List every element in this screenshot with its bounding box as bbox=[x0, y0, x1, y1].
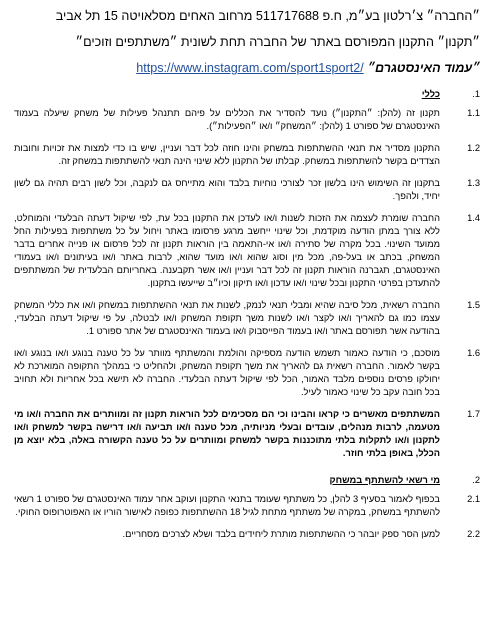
header-company-line: ״החברה״ צ׳רלטון בע״מ, ח.פ 511717688 מרחוב האחים מסלאויטה 15 תל אביב bbox=[55, 9, 480, 23]
clause-number: 1.1 bbox=[467, 108, 480, 118]
clause-text: בתקנון זה השימוש הינו בלשון זכר לצורכי נוחיות בלבד והוא מתייחס גם לנקבה, וכל לשון רבים תהיה גם לשון יחיד, ולהפך. bbox=[14, 178, 440, 201]
header-instagram-url[interactable]: https://www.instagram.com/sport1sport2/ bbox=[136, 61, 364, 75]
section-title bbox=[14, 88, 440, 101]
document-body bbox=[14, 88, 480, 541]
section-heading bbox=[14, 88, 480, 101]
clause bbox=[14, 299, 480, 338]
clause bbox=[14, 107, 480, 133]
clause-text: התקנון מסדיר את תנאי ההשתתפות במשחק והינו חוזה לכל דבר ועניין, שיש בו כדי למצות את זכויות וחובות הצדדים בקשר להשתתפות במשחק. קבלתו של התקנון ללא שינוי הינה תנאי להשתתפות במשחק זה. bbox=[14, 143, 440, 166]
section-number: 1. bbox=[472, 89, 480, 99]
clause bbox=[14, 177, 480, 203]
section-title-text: מי רשאי להשתתף במשחק bbox=[329, 475, 440, 485]
clause-number: 2.2 bbox=[467, 529, 480, 539]
clause bbox=[14, 408, 480, 460]
clause bbox=[14, 347, 480, 399]
section-title bbox=[14, 474, 440, 487]
clause-number: 1.6 bbox=[467, 348, 480, 358]
clause-text: החברה שומרת לעצמה את הזכות לשנות ו/או לעדכן את התקנון בכל עת, לפי שיקול דעתה הבלעדי והמוחלט, ללא צורך במתן הודעה מוקדמת, וכל שינוי ייחשב מרגע פרסומו באתר ויחול על כל משתתפות בפעילות החל ממועד השינוי. בכל מקרה של סתירה ו/או אי-התאמה בין הוראות תקנון זה לכל פרסום או פנייה אחרים בדבר המשחק, בכתב או בעל-פה, מכל מין וסוג שהוא ו/או מועד שהוא, לרבות באתר ו/או בעיתונים ו/או בעמודי האינסטגרם, תגברנה הוראות תקנון זה לכל דבר ועניין ו/או אשר תקבענה. באחריותם הבלעדית של המשתתפים להתעדכן בפרטי התקנון ובכל שינוי ו/או עדכון ו/או תיקון וכיו״ב שייעשו בתקנון. bbox=[14, 213, 440, 288]
clause bbox=[14, 212, 480, 290]
clause-text: החברה רשאית, מכל סיבה שהיא ומבלי תנאי לנמק, לשנות את תנאי ההשתתפות במשחק ו/או את כללי המשחק עצמו כמו גם להאריך ו/או לקצר ו/או לשנות משך תקופת המשחק ו/או לבטלה, על פי שיקול דעתה הבלעדי, בהודעה אשר תפורסם באתר ו/או בעמוד הפייסבוק ו/או בעמוד האינסטגרם של אתר ספורט 1. bbox=[14, 300, 440, 336]
section-heading bbox=[14, 474, 480, 487]
clause-text: בכפוף לאמור בסעיף 3 להלן, כל משתתף שעומד בתנאי התקנון ועוקב אחר עמוד האינסטגרם של ספורט 1 רשאי להשתתף במשחק, במקרה של משתתף מתחת לגיל 18 ההשתתפות כפופה לאישור הוריו או האפוטרופוס החוקי. bbox=[14, 494, 440, 517]
section-title-text: כללי bbox=[421, 89, 440, 99]
clause-number: 2.1 bbox=[467, 494, 480, 504]
clause-text: המשתתפים מאשרים כי קראו והבינו וכי הם מסכימים לכל הוראות תקנון זה ומוותרים את החברה ו/או מי מטעמה, לרבות מנהלים, עובדים ובעלי מניותיה, מכל טענה ו/או תביעה ו/או דרישה בקשר למשחק ו/או לתקנון ו/או לתקלות בלתי מתוכננות בקשר למשחק ומוותרים על כל טענה הקשורה באלה, בלא יוצא מן הכלל, באופן בלתי חוזר. bbox=[14, 409, 440, 458]
clause-number: 1.4 bbox=[467, 213, 480, 223]
clause-number: 1.2 bbox=[467, 143, 480, 153]
clause-number: 1.5 bbox=[467, 300, 480, 310]
section-number: 2. bbox=[472, 475, 480, 485]
clause-text: למען הסר ספק יובהר כי ההשתתפות מותרת ליחידים בלבד ושלא לצרכים מסחריים. bbox=[122, 529, 440, 539]
clause bbox=[14, 493, 480, 519]
clause-number: 1.7 bbox=[467, 409, 480, 419]
header-instagram-label: ״עמוד האינסטגרם״ bbox=[367, 61, 480, 75]
document-header bbox=[14, 8, 480, 76]
header-instagram-line bbox=[14, 60, 480, 76]
clause-text: תקנון זה (להלן: ״התקנון״) נועד להסדיר את הכללים על פיהם תתנהל פעילות של משחק שיעלה בעמוד האינסטגרם של ספורט 1 (להלן: ״המשחק״ ו/או ״הפעילות״). bbox=[14, 108, 440, 131]
clause bbox=[14, 142, 480, 168]
header-terms-line: ״תקנון״ התקנון המפורסם באתר של החברה תחת לשונית ״משתתפים וזוכים״ bbox=[75, 35, 480, 49]
clause-text: מוסכם, כי הודעה כאמור תשמש הודעה מספיקה והולמת והמשתתף מוותר על כל טענה בנוגע ו/או בנוגע ו/או בקשר לאמור. החברה רשאית גם להאריך את משך תקופת המשחק, ולהחליט כי במהלך התקופה המוארכת לא יחולקו פרסים נוספים מלבד האמור, הכל לפי שיקול דעתה הבלעדי. החברה לא תישא בכל אחריות ולא תחויב בכל חובה עקב כל שינוי כאמור לעיל. bbox=[14, 348, 440, 397]
clause-number: 1.3 bbox=[467, 178, 480, 188]
clause bbox=[14, 528, 480, 541]
